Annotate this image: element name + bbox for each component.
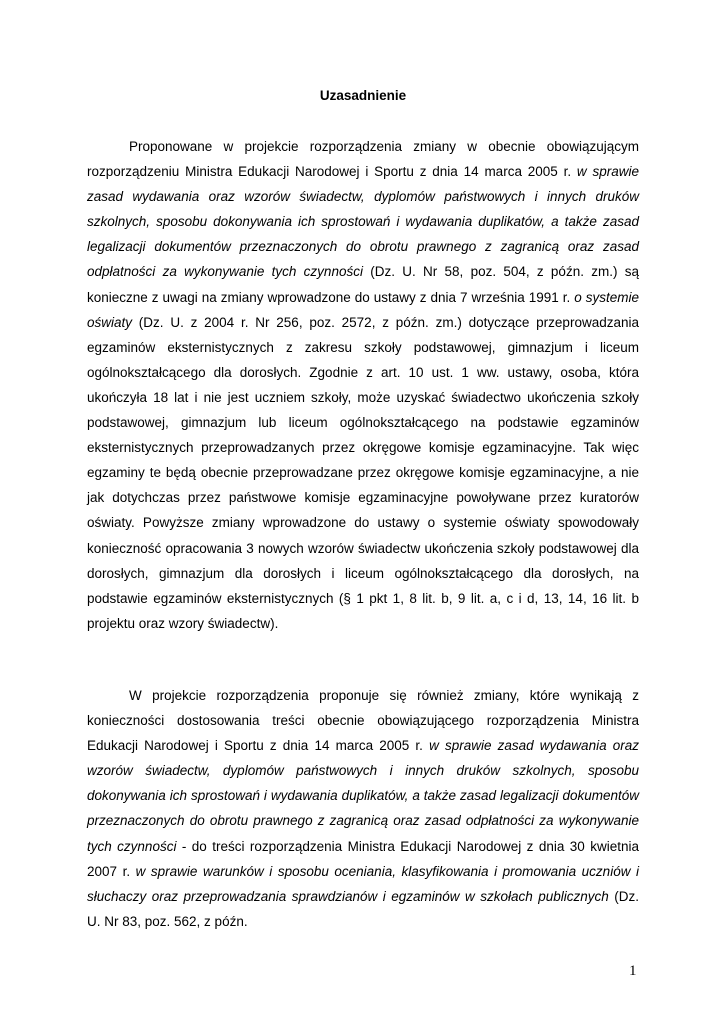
- regulation-title-italic: w sprawie zasad wydawania oraz wzorów świadectw, dyplomów państwowych i innych druków szkolnych, sposobu dokonywania ich sprostowań i wydawania duplikatów, a także zasad legalizacji dokumentów przeznaczonych do obrotu prawnego z zagranicą oraz zasad odpłatności za wykonywanie tych czynności: [87, 164, 639, 280]
- paragraph-1: [87, 134, 639, 636]
- document-title: Uzasadnienie: [319, 88, 407, 103]
- paragraph-2-text: W projekcie rozporządzenia proponuje się również zmiany, które wynikają z konieczności dostosowania treści obecnie obowiązującego rozporządzenia Ministra Edukacji Narodowej i Sportu z dnia 14 marca 2005 r.: [87, 688, 639, 754]
- regulation-title-italic: w sprawie zasad wydawania oraz wzorów świadectw, dyplomów państwowych i innych druków szkolnych, sposobu dokonywania ich sprostowań i wydawania duplikatów, a także zasad legalizacji dokumentów przeznaczonych do obrotu prawnego z zagranicą oraz zasad odpłatności za wykonywanie tych czynności: [87, 738, 639, 854]
- paragraph-1-text: Proponowane w projekcie rozporządzenia zmiany w obecnie obowiązującym rozporządzeniu Ministra Edukacji Narodowej i Sportu z dnia 14 marca 2005 r.: [87, 139, 639, 180]
- page-number: 1: [629, 963, 637, 979]
- regulation-2007-title-italic: w sprawie warunków i sposobu oceniania, klasyfikowania i promowania uczniów i słuchaczy oraz przeprowadzania sprawdzianów i egzaminów w szkołach publicznych: [87, 863, 639, 904]
- paragraph-2-text: - do treści rozporządzenia Ministra Edukacji Narodowej z dnia 30 kwietnia 2007 r.: [87, 838, 639, 879]
- paragraph-2-text: (Dz. U. Nr 83, poz. 562, z późn.: [87, 888, 639, 929]
- act-title-italic: o systemie oświaty: [87, 289, 639, 330]
- paragraph-2: [87, 683, 639, 934]
- paragraph-1-text: (Dz. U. Nr 58, poz. 504, z późn. zm.) są konieczne z uwagi na zmiany wprowadzone do ustawy z dnia 7 września 1991 r.: [87, 264, 639, 305]
- paragraph-1-text: (Dz. U. z 2004 r. Nr 256, poz. 2572, z późn. zm.) dotyczące przeprowadzania egzaminów eksternistycznych z zakresu szkoły podstawowej, gimnazjum i liceum ogólnokształcącego dla dorosłych. Zgodnie z art. 10 ust. 1 ww. ustawy, osoba, która ukończyła 18 lat i nie jest uczniem szkoły, może uzyskać świadectwo ukończenia szkoły podstawowej, gimnazjum lub liceum ogólnokształcącego na podstawie egzaminów eksternistycznych przeprowadzanych przez okręgowe komisje egzaminacyjne. Tak więc egzaminy te będą obecnie przeprowadzane przez okręgowe komisje egzaminacyjne, a nie jak dotychczas przez państwowe komisje egzaminacyjne powoływane przez kuratorów oświaty. Powyższe zmiany wprowadzone do ustawy o systemie oświaty spowodowały konieczność opracowania 3 nowych wzorów świadectw ukończenia szkoły podstawowej dla dorosłych, gimnazjum dla dorosłych i liceum ogólnokształcącego dla dorosłych, na podstawie egzaminów eksternistycznych (§ 1 pkt 1, 8 lit. b, 9 lit. a, c i d, 13, 14, 16 lit. b projektu oraz wzory świadectw).: [87, 314, 639, 631]
